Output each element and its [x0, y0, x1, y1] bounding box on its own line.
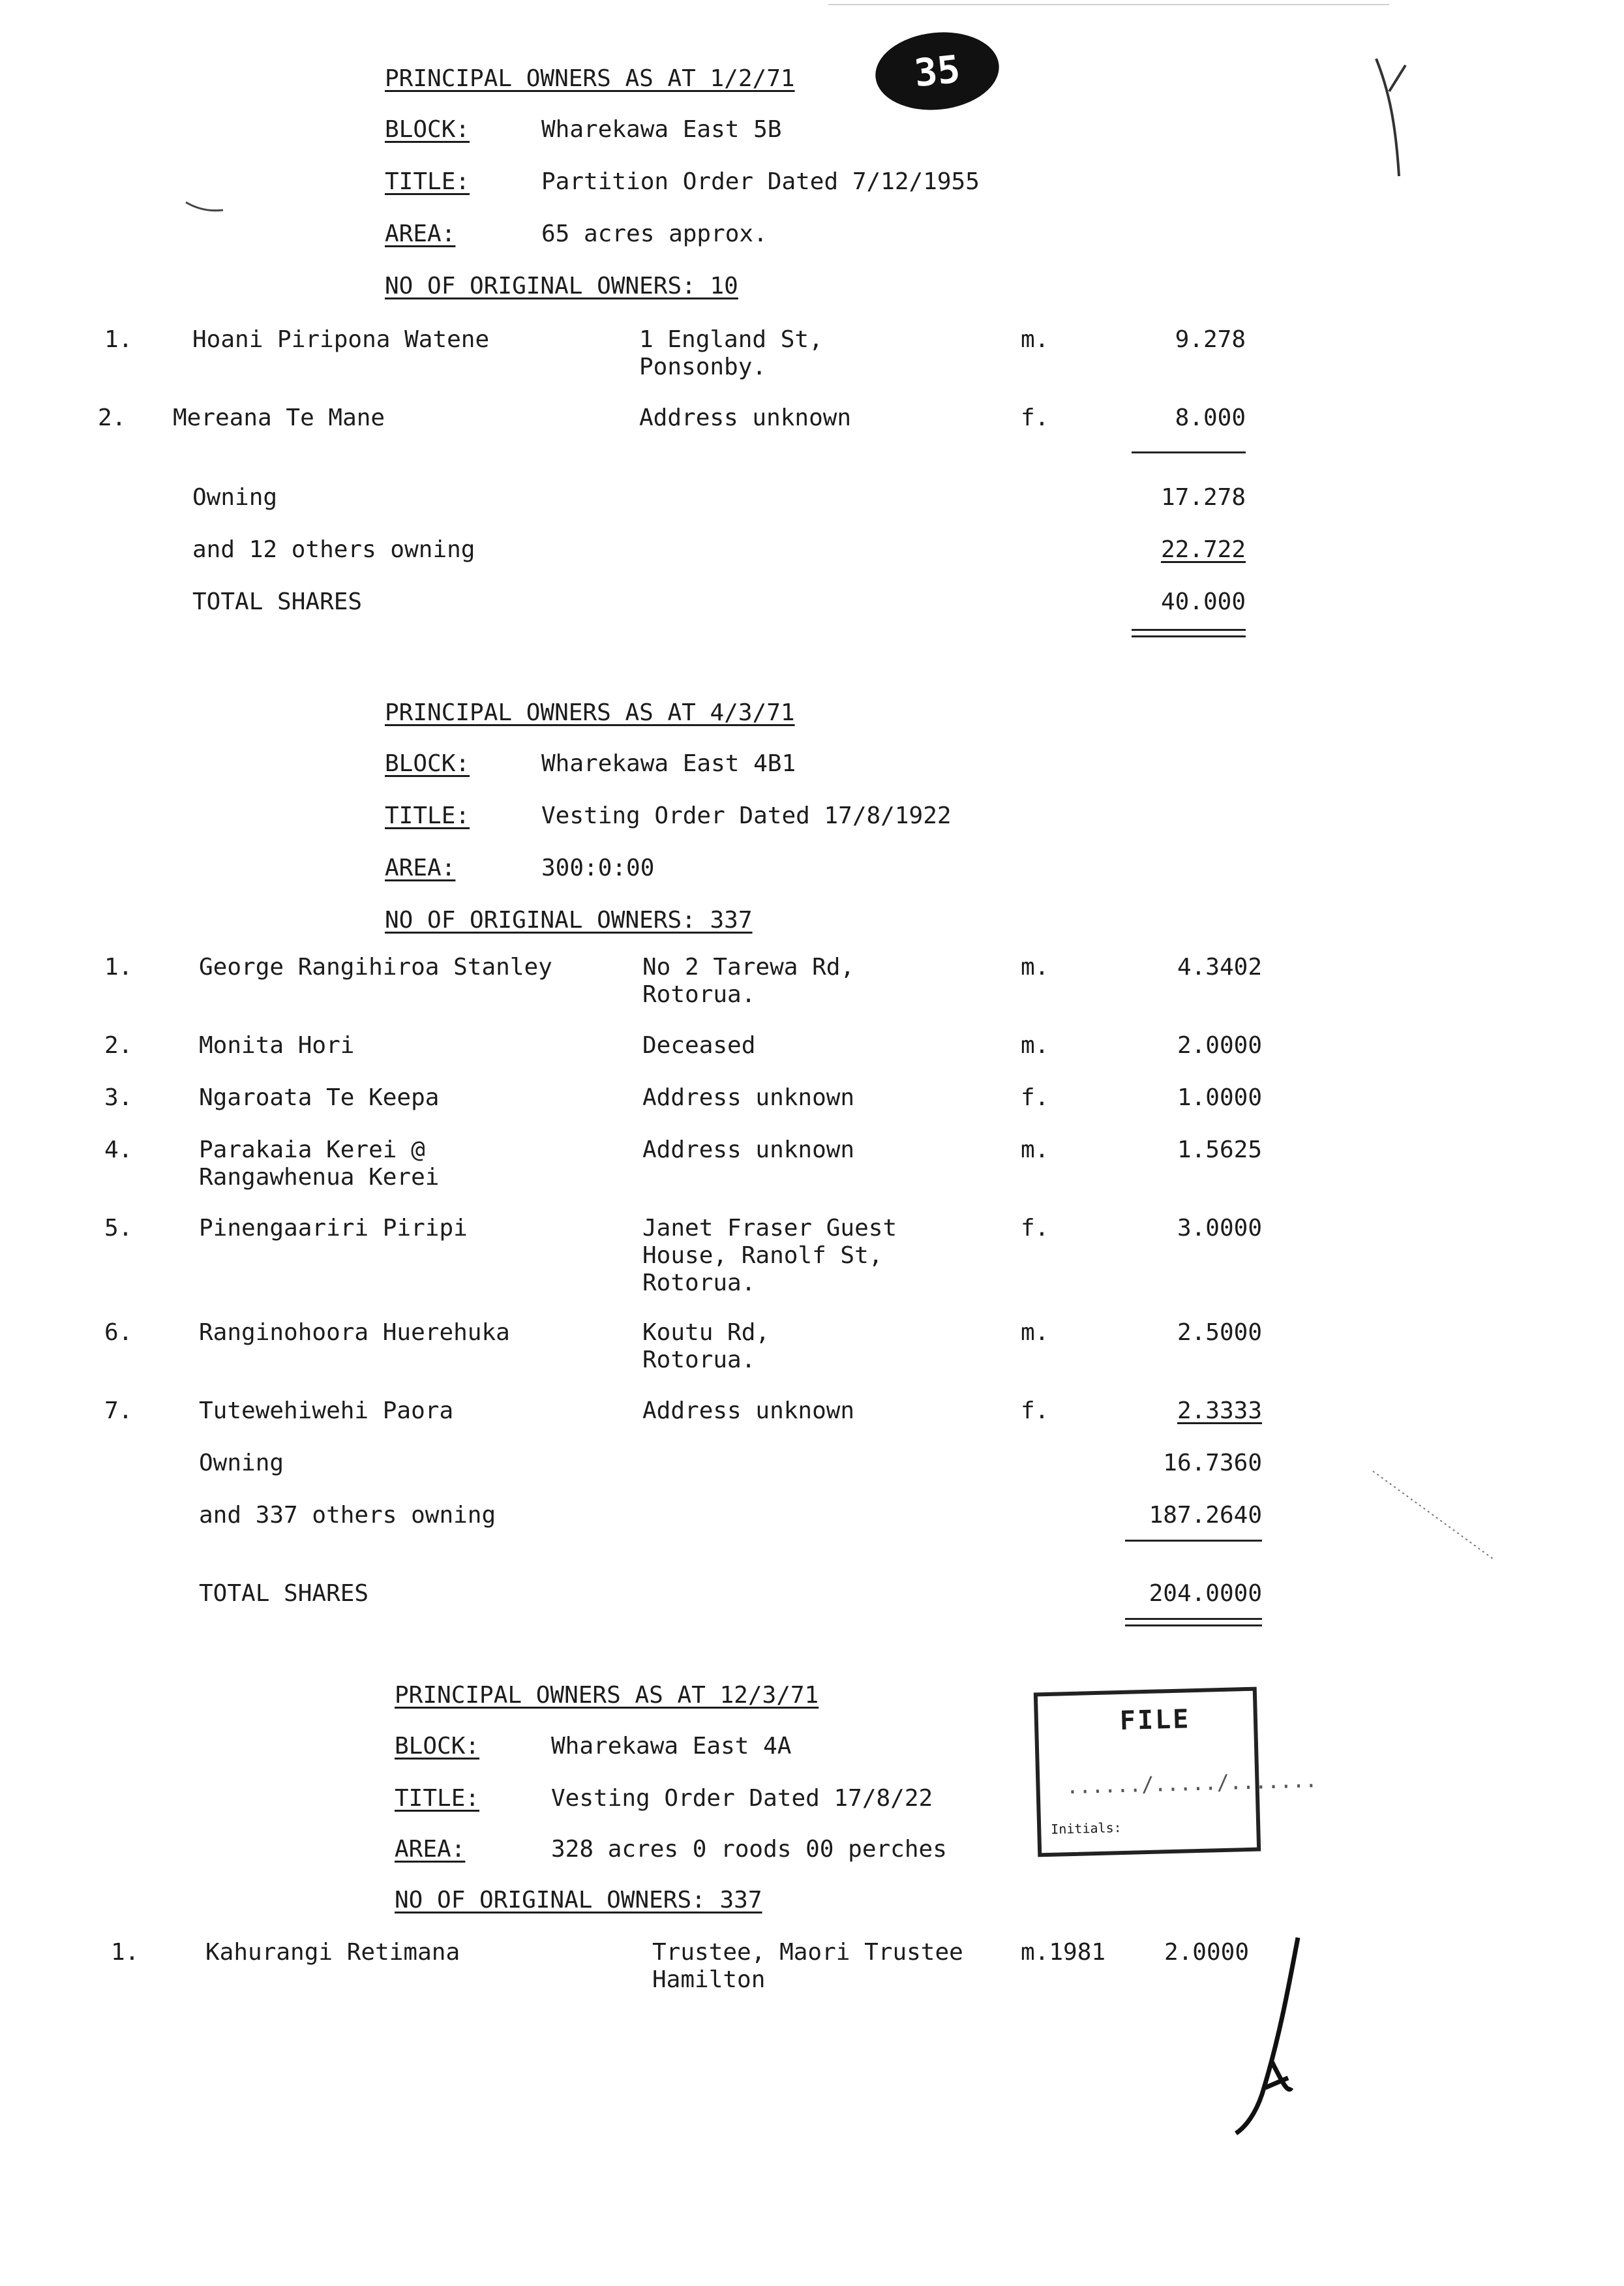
owner-address: Rotorua.: [642, 1270, 756, 1296]
owner-sex: m.: [1021, 1136, 1049, 1163]
owner-address: Janet Fraser Guest: [642, 1215, 897, 1242]
owner-sex: f.: [1021, 1215, 1049, 1242]
owner-sex: m.: [1021, 954, 1049, 981]
total-shares-label: TOTAL SHARES: [199, 1580, 369, 1607]
owner-address: Hamilton: [652, 1966, 766, 1993]
stray-mark: [183, 196, 228, 215]
owner-sex: m.1981: [1021, 1939, 1106, 1966]
owner-number: 6.: [104, 1319, 133, 1346]
file-stamp-title: FILE: [1119, 1704, 1191, 1737]
others-label: and 12 others owning: [192, 536, 475, 563]
total-rule: [1125, 1618, 1262, 1620]
owner-number: 7.: [104, 1397, 133, 1424]
section-1-heading: PRINCIPAL OWNERS AS AT 1/2/71: [385, 65, 795, 92]
handwritten-mark: [1363, 52, 1422, 183]
owning-value: 16.7360: [1163, 1450, 1262, 1476]
section-1-block-label: BLOCK:: [385, 116, 470, 143]
owner-shares: 1.0000: [1177, 1084, 1262, 1111]
owner-shares: 1.5625: [1177, 1136, 1262, 1163]
section-3-block: Wharekawa East 4A: [551, 1733, 792, 1760]
owner-shares: 4.3402: [1177, 954, 1262, 981]
section-1-title: Partition Order Dated 7/12/1955: [541, 168, 980, 195]
owner-shares: 9.278: [1175, 326, 1246, 353]
owning-label: Owning: [192, 484, 278, 511]
owner-name: Rangawhenua Kerei: [199, 1164, 440, 1191]
others-label: and 337 others owning: [199, 1502, 496, 1529]
owner-address: Ponsonby.: [639, 354, 767, 380]
page-edge: [828, 4, 1389, 5]
section-2-heading: PRINCIPAL OWNERS AS AT 4/3/71: [385, 699, 795, 726]
owner-address: Address unknown: [639, 404, 852, 431]
owner-number: 4.: [104, 1136, 133, 1163]
owner-address: Trustee, Maori Trustee: [652, 1939, 963, 1966]
section-1-original-owners: NO OF ORIGINAL OWNERS: 10: [385, 273, 738, 299]
owner-number: 3.: [104, 1084, 133, 1111]
section-1-block: Wharekawa East 5B: [541, 116, 782, 143]
owner-shares: 2.0000: [1177, 1032, 1262, 1059]
section-3-heading: PRINCIPAL OWNERS AS AT 12/3/71: [395, 1682, 819, 1709]
owner-address: Deceased: [642, 1032, 756, 1059]
owner-number: 5.: [104, 1215, 133, 1242]
owner-address: No 2 Tarewa Rd,: [642, 954, 855, 981]
owner-name: Ngaroata Te Keepa: [199, 1084, 440, 1111]
stray-mark: [1370, 1468, 1500, 1566]
section-2-original-owners: NO OF ORIGINAL OWNERS: 337: [385, 907, 753, 934]
owner-shares: 2.5000: [1177, 1319, 1262, 1346]
section-2-title: Vesting Order Dated 17/8/1922: [541, 802, 952, 829]
section-2-block-label: BLOCK:: [385, 750, 470, 777]
owner-sex: m.: [1021, 326, 1049, 353]
section-1-title-label: TITLE:: [385, 168, 470, 195]
owner-shares: 2.0000: [1164, 1939, 1249, 1966]
owner-sex: f.: [1021, 1084, 1049, 1111]
owner-sex: f.: [1021, 404, 1049, 431]
total-shares-label: TOTAL SHARES: [192, 588, 363, 615]
owner-sex: m.: [1021, 1032, 1049, 1059]
total-rule: [1125, 1624, 1262, 1626]
owner-name: Parakaia Kerei @: [199, 1136, 425, 1163]
owner-name: Monita Hori: [199, 1032, 355, 1059]
section-3-original-owners: NO OF ORIGINAL OWNERS: 337: [395, 1887, 762, 1913]
section-3-block-label: BLOCK:: [395, 1733, 480, 1760]
owner-shares: 2.3333: [1177, 1397, 1262, 1424]
section-1-area-label: AREA:: [385, 221, 456, 247]
section-2-title-label: TITLE:: [385, 802, 470, 829]
file-stamp: [1034, 1687, 1318, 1857]
owner-number: 2.: [98, 404, 127, 431]
others-value: 187.2640: [1149, 1502, 1262, 1529]
total-shares-value: 40.000: [1160, 588, 1246, 615]
total-rule: [1132, 635, 1246, 637]
owner-address: 1 England St,: [639, 326, 823, 353]
section-1-area: 65 acres approx.: [541, 221, 768, 247]
owner-sex: m.: [1021, 1319, 1049, 1346]
signature-icon: [1226, 1931, 1317, 2140]
owning-value: 17.278: [1160, 484, 1246, 511]
owner-address: Rotorua.: [642, 981, 756, 1008]
owner-number: 1.: [104, 954, 133, 981]
file-number-badge: 35: [871, 26, 1002, 115]
owner-address: Rotorua.: [642, 1347, 756, 1373]
section-3-title-label: TITLE:: [395, 1785, 480, 1812]
owner-number: 1.: [104, 326, 133, 353]
file-stamp-date-line: ....../...../.......: [1066, 1767, 1318, 1799]
owner-name: Mereana Te Mane: [173, 404, 385, 431]
others-value: 22.722: [1160, 536, 1246, 563]
owner-address: Address unknown: [642, 1397, 855, 1424]
total-rule: [1132, 629, 1246, 631]
owner-name: Kahurangi Retimana: [205, 1939, 460, 1966]
owner-name: Tutewehiwehi Paora: [199, 1397, 454, 1424]
total-shares-value: 204.0000: [1149, 1580, 1262, 1607]
owner-address: Koutu Rd,: [642, 1319, 770, 1346]
section-3-title: Vesting Order Dated 17/8/22: [551, 1785, 933, 1812]
file-stamp-initials: Initials:: [1050, 1820, 1122, 1837]
owning-label: Owning: [199, 1450, 284, 1476]
owner-number: 2.: [104, 1032, 133, 1059]
owner-number: 1.: [111, 1939, 140, 1966]
section-2-area-label: AREA:: [385, 855, 456, 881]
section-2-area: 300:0:00: [541, 855, 655, 881]
owner-name: Pinengaariri Piripi: [199, 1215, 468, 1242]
owner-name: George Rangihiroa Stanley: [199, 954, 552, 981]
subtotal-rule: [1125, 1540, 1262, 1542]
section-2-block: Wharekawa East 4B1: [541, 750, 796, 777]
section-3-area: 328 acres 0 roods 00 perches: [551, 1836, 947, 1863]
owner-address: Address unknown: [642, 1084, 855, 1111]
owner-shares: 3.0000: [1177, 1215, 1262, 1242]
owner-name: Ranginohoora Huerehuka: [199, 1319, 510, 1346]
owner-name: Hoani Piripona Watene: [192, 326, 490, 353]
section-3-area-label: AREA:: [395, 1836, 466, 1863]
owner-address: House, Ranolf St,: [642, 1242, 883, 1269]
owner-shares: 8.000: [1175, 404, 1246, 431]
owner-address: Address unknown: [642, 1136, 855, 1163]
owner-sex: f.: [1021, 1397, 1049, 1424]
subtotal-rule: [1132, 451, 1246, 453]
